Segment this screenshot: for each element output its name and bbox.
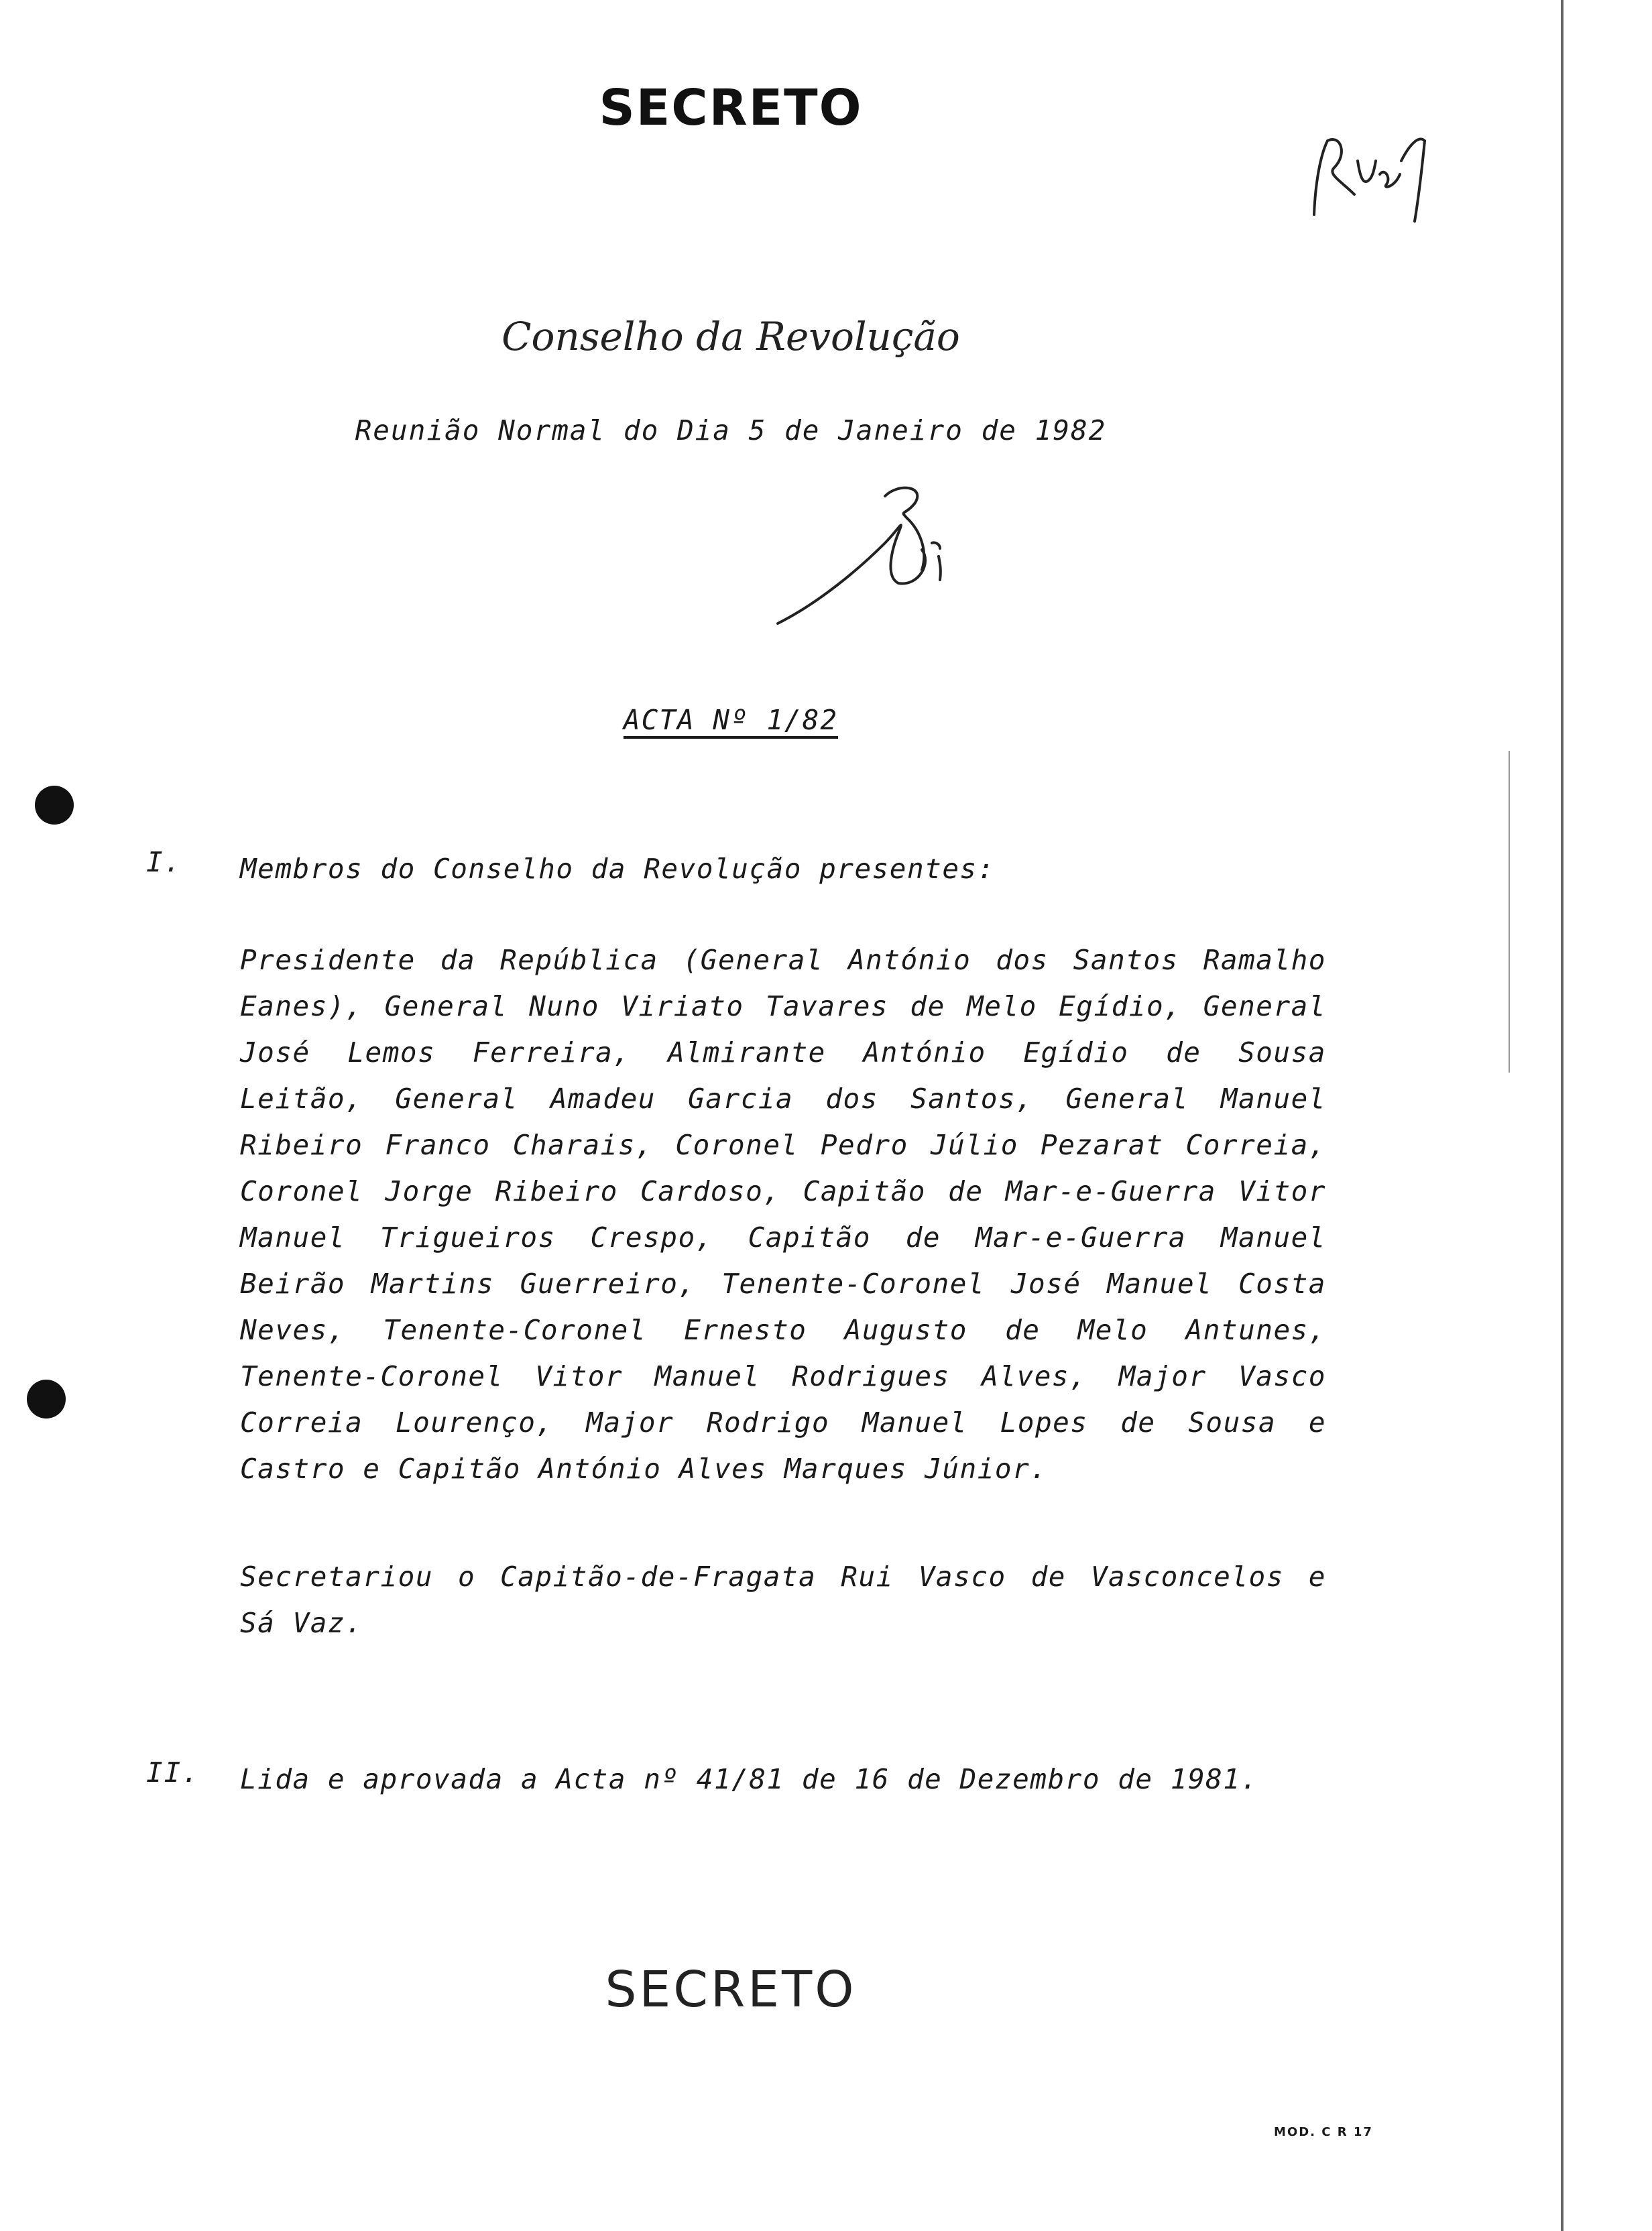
handwritten-initials (1301, 121, 1435, 241)
punch-hole (35, 786, 74, 825)
classification-stamp-top: SECRETO (599, 79, 863, 137)
meeting-date: Reunião Normal do Dia 5 de Janeiro de 1982 (355, 414, 1107, 446)
classification-stamp-bottom: SECRETO (605, 1961, 857, 2018)
page-edge-line (1509, 751, 1510, 1073)
letterhead-title: Conselho da Revolução (501, 314, 960, 359)
punch-hole (27, 1380, 66, 1419)
approval-note: Lida e aprovada a Acta nº 41/81 de 16 de Dezembro de 1981. (240, 1763, 1258, 1795)
page-edge-line (1561, 0, 1564, 2231)
section-numeral: II. (146, 1756, 200, 1789)
acta-number (0, 704, 1462, 736)
acta-number-text: ACTA Nº 1/82 (623, 704, 839, 736)
secretary-note: Secretariou o Capitão-de-Fragata Rui Vasco de Vasconcelos e Sá Vaz. (240, 1561, 1326, 1639)
members-list: Presidente da República (General António dos Santos Ramalho Eanes), General Nuno Viriato Tavares de Melo Egídio, General José Lemos Ferreira, Almirante António Egídio de Sousa Leitão, General Amadeu Garcia dos Santos, General Manuel Ribeiro Franco Charais, Coronel Pedro Júlio Pezarat Correia, Coronel Jorge Ribeiro Cardoso, Capitão de Mar-e-Guerra Vitor Manuel Trigueiros Crespo, Capitão de Mar-e-Guerra Manuel Beirão Martins Guerreiro, Tenente-Coronel José Manuel Costa Neves, Tenente-Coronel Ernesto Augusto de Melo Antunes, Tenente-Coronel Vitor Manuel Rodrigues Alves, Major Vasco Correia Lourenço, Major Rodrigo Manuel Lopes de Sousa e Castro e Capitão António Alves Marques Júnior. (240, 944, 1326, 1485)
signature (764, 469, 979, 644)
section-heading: Membros do Conselho da Revolução presentes: (240, 853, 995, 885)
form-code: MOD. C R 17 (1274, 2125, 1373, 2139)
section-numeral: I. (146, 846, 182, 878)
